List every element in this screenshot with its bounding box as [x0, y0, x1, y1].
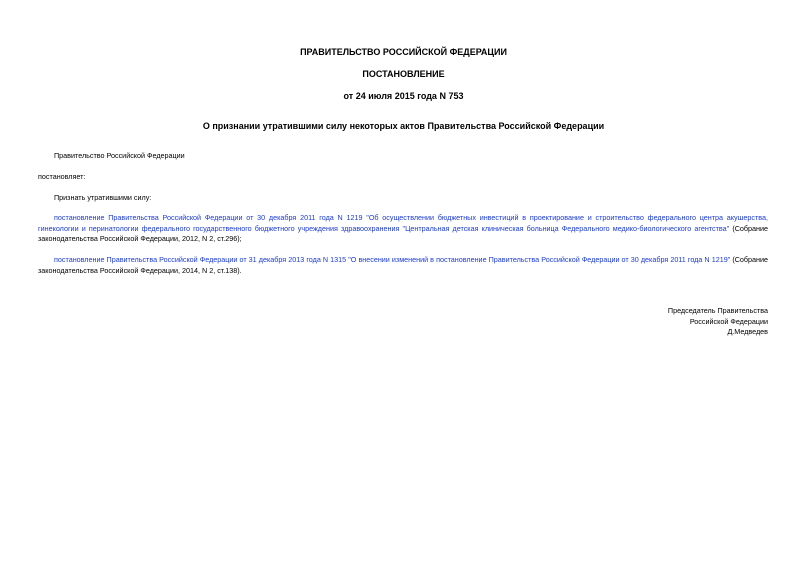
- issuing-authority: ПРАВИТЕЛЬСТВО РОССИЙСКОЙ ФЕДЕРАЦИИ: [300, 47, 507, 57]
- intro-text: Правительство Российской Федерации: [54, 151, 185, 160]
- document-date-number: от 24 июля 2015 года N 753: [343, 91, 464, 101]
- document-title: О признании утратившими силу некоторых актов Правительства Российской Федерации: [202, 121, 605, 131]
- repealed-act-link[interactable]: постановление Правительства Российской Федерации от 31 декабря 2013 года N 1315 "О внесении изменений в постановление Правительства Российской Федерации от 30 декабря 2011 года N 1219": [54, 255, 731, 264]
- resolves-text: постановляет:: [38, 172, 86, 181]
- signatory-position-line2: Российской Федерации: [689, 316, 768, 326]
- repealed-item: [38, 255, 768, 276]
- publication-source: (Собрание законодательства Российской Федерации, 2014, N 2, ст.138).: [38, 255, 769, 275]
- repealed-item: [38, 213, 768, 245]
- signatory-position-line1: Председатель Правительства: [667, 306, 768, 315]
- publication-source: (Собрание законодательства Российской Федерации, 2012, N 2, ст.296);: [38, 223, 768, 243]
- document-type: ПОСТАНОВЛЕНИЕ: [362, 69, 445, 79]
- signatory-name: Д.Медведев: [727, 327, 768, 336]
- repealed-act-link[interactable]: постановление Правительства Российской Федерации от 30 декабря 2011 года N 1219 "Об осуществлении бюджетных инвестиций в проектирование и строительство федерального центра акушерства, гинекологии и перинатологии федерального государственного бюджетного учреждения здравоохранения "Центральная детская клиническая больница Федерального медико-биологического агентства": [38, 213, 768, 233]
- declare-text: Признать утратившими силу:: [54, 193, 152, 202]
- signature-block: [668, 306, 768, 338]
